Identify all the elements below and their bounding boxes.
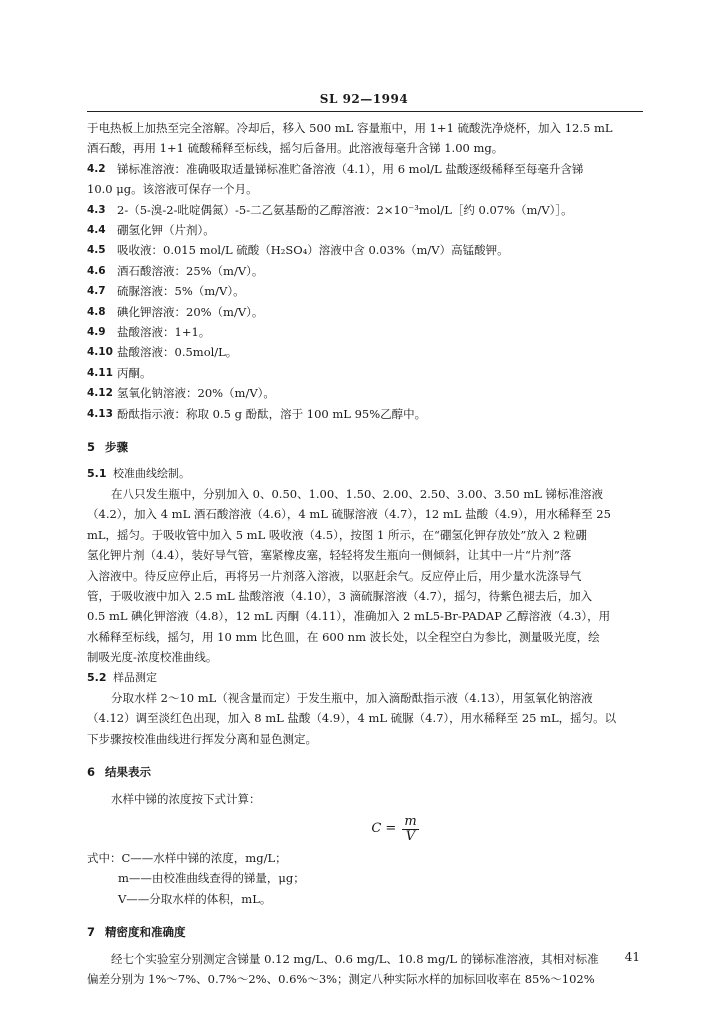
reagent-num: 4.6 <box>87 264 106 277</box>
subsection-number: 5.2 <box>87 670 107 684</box>
reagent-num: 4.2 <box>87 162 106 175</box>
subsection-number: 5.1 <box>87 466 107 480</box>
paragraph-line: （4.12）调至淡红色出现，加入 8 mL 盐酸（4.9），4 mL 硫脲（4.7），用水稀释至 25 mL，摇匀。以 <box>87 711 617 726</box>
paragraph-line: 水稀释至标线，摇匀，用 10 mm 比色皿，在 600 nm 波长处，以全程空白为参比，测量吸光度，绘 <box>87 629 600 644</box>
section-title: 结果表示 <box>105 765 151 780</box>
reagent-text: 碘化钾溶液：20%（m/V）。 <box>117 304 264 319</box>
paragraph-line: 分取水样 2～10 mL（视含量而定）于发生瓶中，加入滴酚酞指示液（4.13），用氢氧化钠溶液 <box>111 690 593 705</box>
reagent-item <box>87 404 643 424</box>
paragraph-line: 下步骤按校准曲线进行挥发分离和显色测定。 <box>87 731 317 746</box>
subsection-title: 样品测定 <box>113 670 157 684</box>
intro-line: 酒石酸，再用 1+1 硫酸稀释至标线，摇匀后备用。此溶液每毫升含锑 1.00 mg。 <box>87 141 504 156</box>
section-title: 精密度和准确度 <box>105 925 186 940</box>
section-number: 6 <box>87 765 96 780</box>
intro-line: 于电热板上加热至完全溶解。冷却后，移入 500 mL 容量瓶中，用 1+1 硫酸洗净烧杯，加入 12.5 mL <box>87 121 613 135</box>
subsection-heading <box>87 464 643 484</box>
section-title: 步骤 <box>105 440 128 455</box>
reagent-num: 4.12 <box>87 387 113 400</box>
page-content <box>87 118 643 989</box>
reagent-item <box>87 281 643 301</box>
section-heading <box>87 437 643 457</box>
reagent-num: 4.13 <box>87 407 113 420</box>
reagent-text: 硫脲溶液：5%（m/V）。 <box>117 284 245 299</box>
reagent-num: 4.10 <box>87 346 113 359</box>
formula-fraction <box>402 815 418 844</box>
procedure-paragraph <box>87 484 643 668</box>
paragraph-line: 制吸光度-浓度校准曲线。 <box>87 650 218 665</box>
section-heading <box>87 762 643 782</box>
reagent-num: 4.7 <box>87 285 106 298</box>
paragraph-line: 偏差分别为 1%～7%、0.7%～2%、0.6%～3%；测定八种实际水样的加标回收率在 85%～102% <box>87 972 595 987</box>
formula-block <box>87 815 643 844</box>
formula-numerator: m <box>404 814 417 829</box>
reagent-item <box>87 200 643 220</box>
reagent-item <box>87 261 643 281</box>
paragraph-line: 经七个实验室分别测定含锑量 0.12 mg/L、0.6 mg/L、10.8 mg/L 的锑标准溶液，其相对标准 <box>111 951 599 966</box>
reagent-text: 盐酸溶液：0.5mol/L。 <box>117 345 238 360</box>
precision-paragraph <box>87 949 643 990</box>
section-number: 7 <box>87 925 96 940</box>
reagent-list <box>87 159 643 424</box>
reagent-text: 酒石酸溶液：25%（m/V）。 <box>117 263 264 278</box>
reagent-item <box>87 383 643 403</box>
reagent-num: 4.11 <box>87 366 113 379</box>
reagent-text: 丙酮。 <box>117 365 152 380</box>
reagent-item <box>87 159 643 179</box>
concentration-formula <box>371 815 418 844</box>
reagent-item <box>87 322 643 342</box>
paragraph-line: （4.2），加入 4 mL 酒石酸溶液（4.6），4 mL 硫脲溶液（4.7），12 mL 盐酸（4.9），用水稀释至 25 <box>87 507 611 522</box>
formula-intro: 水样中锑的浓度按下式计算： <box>111 791 261 806</box>
legend-line: m——由校准曲线查得的锑量，μg； <box>118 871 305 886</box>
reagent-text: 10.0 μg。该溶液可保存一个月。 <box>87 182 258 197</box>
reagent-item <box>87 363 643 383</box>
subsection-title: 校准曲线绘制。 <box>113 466 190 480</box>
paragraph-line: 管，于吸收液中加入 2.5 mL 盐酸溶液（4.10），3 滴硫脲溶液（4.7），摇匀，待紫色褪去后，加入 <box>87 588 593 603</box>
page-header-code: SL 92—1994 <box>319 92 409 106</box>
reagent-text: 吸收液：0.015 mol/L 硫酸（H₂SO₄）溶液中含 0.03%（m/V）高锰酸钾。 <box>117 243 509 258</box>
formula-legend <box>87 848 643 909</box>
section-heading <box>87 922 643 942</box>
paragraph-line: mL，摇匀。于吸收管中加入 5 mL 吸收液（4.5），按图 1 所示，在“硼氢化钾存放处”放入 2 粒硼 <box>87 527 587 542</box>
paragraph-line: 在八只发生瓶中，分别加入 0、0.50、1.00、1.50、2.00、2.50、3.00、3.50 mL 锑标准溶液 <box>111 486 604 501</box>
reagent-text: 锑标准溶液：准确吸取适量锑标准贮备溶液（4.1），用 6 mol/L 盐酸逐级稀释至每毫升含锑 <box>117 161 584 176</box>
reagent-text: 盐酸溶液：1+1。 <box>117 325 211 340</box>
paragraph-line: 入溶液中。待反应停止后，再将另一片剂落入溶液，以驱赶余气。反应停止后，用少量水洗涤导气 <box>87 568 582 583</box>
header-rule <box>87 111 643 112</box>
section-number: 5 <box>87 440 96 455</box>
reagent-text: 硼氢化钾（片剂）。 <box>117 223 215 238</box>
formula-denominator: V <box>405 829 416 844</box>
sample-paragraph <box>87 688 643 749</box>
subsection-heading <box>87 668 643 688</box>
reagent-text: 2-（5-溴-2-吡啶偶氮）-5-二乙氨基酚的乙醇溶液：2×10⁻³mol/L［约 0.07%（m/V）］。 <box>117 202 573 217</box>
paragraph-line: 0.5 mL 碘化钾溶液（4.8），12 mL 丙酮（4.11），准确加入 2 mL5-Br-PADAP 乙醇溶液（4.3），用 <box>87 609 611 624</box>
formula-lhs: C = <box>371 821 397 837</box>
reagent-text: 氢氧化钠溶液：20%（m/V）。 <box>117 386 275 401</box>
reagent-num: 4.8 <box>87 305 106 318</box>
legend-line: V——分取水样的体积，mL。 <box>118 891 272 906</box>
reagent-item <box>87 302 643 322</box>
reagent-item-cont <box>87 179 643 199</box>
reagent-item <box>87 240 643 260</box>
reagent-num: 4.5 <box>87 244 106 257</box>
legend-line: 式中：C——水样中锑的浓度，mg/L； <box>87 851 287 865</box>
reagent-num: 4.3 <box>87 203 106 216</box>
reagent-text: 酚酞指示液：称取 0.5 g 酚酞，溶于 100 mL 95%乙醇中。 <box>117 406 427 421</box>
reagent-item <box>87 220 643 240</box>
page-number: 41 <box>624 950 640 964</box>
reagent-num: 4.4 <box>87 224 106 237</box>
reagent-num: 4.9 <box>87 326 106 339</box>
reagent-item <box>87 342 643 362</box>
paragraph-line: 氢化钾片剂（4.4），装好导气管，塞紧橡皮塞，轻轻将发生瓶向一侧倾斜，让其中一片“片剂”落 <box>87 548 572 563</box>
